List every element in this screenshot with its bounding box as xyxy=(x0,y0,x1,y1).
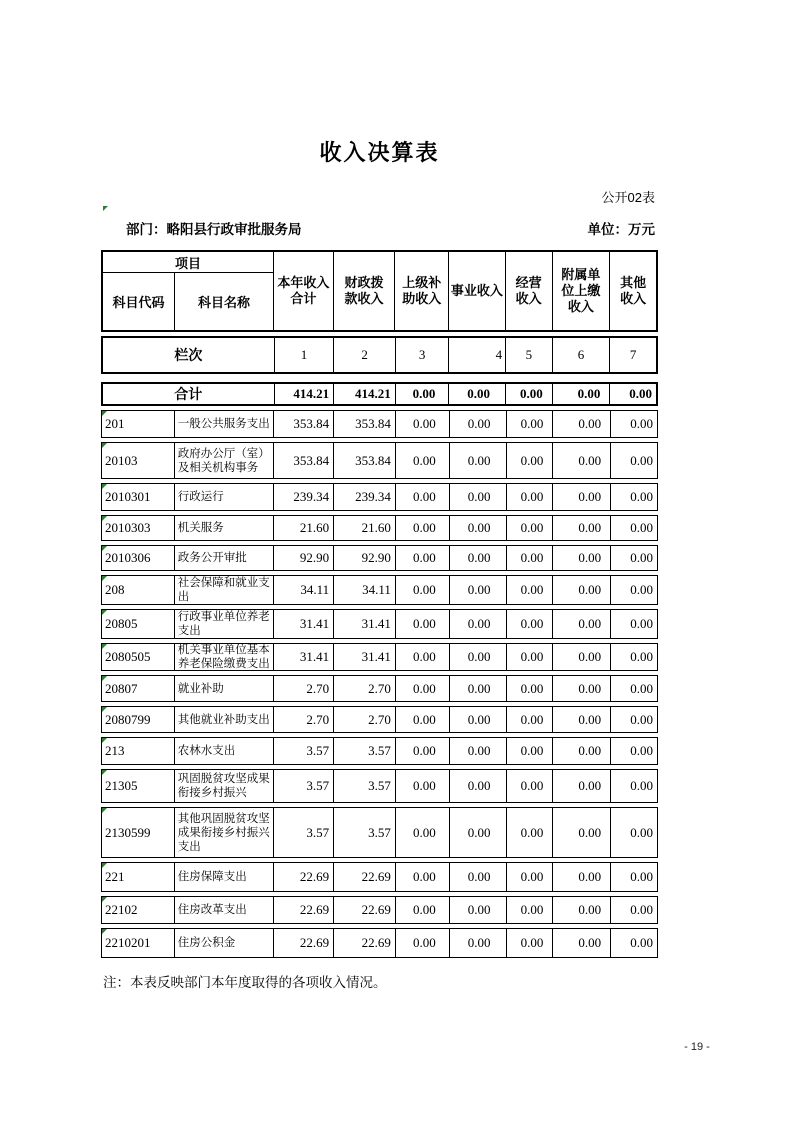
subject-code-cell: 2210201 xyxy=(102,929,174,957)
value-cell-2: 22.69 xyxy=(333,897,395,923)
value-cell-4: 0.00 xyxy=(449,676,506,701)
income-table xyxy=(101,250,658,958)
value-cell-6: 0.00 xyxy=(552,770,610,802)
value-cell-6: 0.00 xyxy=(552,443,610,478)
column-header-1: 本年收入 合计 xyxy=(273,252,333,330)
value-cell-7: 0.00 xyxy=(610,484,657,510)
value-cell-5: 0.00 xyxy=(506,546,553,570)
value-cell-4: 0.00 xyxy=(449,484,506,510)
value-cell-6: 0.00 xyxy=(552,676,610,701)
subject-code-cell: 20807 xyxy=(102,676,174,701)
value-cell-7: 0.00 xyxy=(610,644,657,670)
table-row xyxy=(101,737,658,765)
value-cell-4: 0.00 xyxy=(449,929,506,957)
value-cell-3: 0.00 xyxy=(395,676,449,701)
value-cell-6: 0.00 xyxy=(552,644,610,670)
header-subject-row xyxy=(103,273,273,330)
value-cell-6: 0.00 xyxy=(552,576,610,604)
value-cell-4: 0.00 xyxy=(449,808,506,857)
value-cell-3: 0.00 xyxy=(395,644,449,670)
value-cell-6: 0.00 xyxy=(552,610,610,638)
value-cell-1: 22.69 xyxy=(273,863,333,891)
subject-name-cell: 住房改革支出 xyxy=(174,897,274,923)
value-cell-2: 34.11 xyxy=(333,576,395,604)
page-title: 收入决算表 xyxy=(319,140,440,165)
value-cell-1: 2.70 xyxy=(273,707,333,732)
value-cell-2: 3.57 xyxy=(333,808,395,857)
total-value-6: 0.00 xyxy=(552,384,610,404)
subject-code-cell: 213 xyxy=(102,738,174,764)
column-index-6: 6 xyxy=(552,338,610,372)
subject-code-cell: 221 xyxy=(102,863,174,891)
value-cell-5: 0.00 xyxy=(506,484,553,510)
green-corner-marker-icon xyxy=(102,546,107,551)
subject-name-cell: 其他巩固脱贫攻坚成果衔接乡村振兴支出 xyxy=(174,808,274,857)
total-row xyxy=(101,382,658,406)
table-row xyxy=(101,928,658,958)
value-cell-2: 21.60 xyxy=(333,516,395,540)
value-cell-7: 0.00 xyxy=(610,411,657,437)
value-cell-1: 2.70 xyxy=(273,676,333,701)
subject-name-cell: 巩固脱贫攻坚成果衔接乡村振兴 xyxy=(174,770,274,802)
column-index-5: 5 xyxy=(505,338,552,372)
table-row xyxy=(101,410,658,438)
green-corner-marker-icon xyxy=(102,411,107,416)
value-cell-7: 0.00 xyxy=(610,738,657,764)
value-cell-4: 0.00 xyxy=(449,644,506,670)
value-cell-3: 0.00 xyxy=(395,929,449,957)
value-cell-1: 353.84 xyxy=(273,411,333,437)
value-cell-5: 0.00 xyxy=(506,707,553,732)
value-cell-5: 0.00 xyxy=(506,516,553,540)
column-header-7: 其他 收入 xyxy=(609,252,656,330)
value-cell-4: 0.00 xyxy=(449,707,506,732)
value-cell-7: 0.00 xyxy=(610,707,657,732)
green-corner-marker-icon xyxy=(102,516,107,521)
value-cell-3: 0.00 xyxy=(395,443,449,478)
value-cell-2: 353.84 xyxy=(333,443,395,478)
green-corner-marker-icon xyxy=(102,610,107,615)
value-cell-5: 0.00 xyxy=(506,411,553,437)
value-cell-6: 0.00 xyxy=(552,411,610,437)
value-cell-7: 0.00 xyxy=(610,808,657,857)
value-cell-5: 0.00 xyxy=(506,808,553,857)
green-corner-marker-icon xyxy=(102,897,107,902)
green-corner-marker-icon xyxy=(102,576,107,581)
value-cell-4: 0.00 xyxy=(449,576,506,604)
value-cell-3: 0.00 xyxy=(395,516,449,540)
column-index-4: 4 xyxy=(448,338,505,372)
green-corner-marker-icon xyxy=(102,929,107,934)
value-cell-5: 0.00 xyxy=(506,644,553,670)
subject-code-cell: 22102 xyxy=(102,897,174,923)
value-cell-6: 0.00 xyxy=(552,484,610,510)
column-header-4: 事业收入 xyxy=(448,252,505,330)
value-cell-6: 0.00 xyxy=(552,863,610,891)
total-label: 合计 xyxy=(174,386,203,402)
value-cell-1: 22.69 xyxy=(273,929,333,957)
value-cell-3: 0.00 xyxy=(395,808,449,857)
value-cell-1: 3.57 xyxy=(273,738,333,764)
total-value-4: 0.00 xyxy=(448,384,505,404)
green-corner-marker-icon xyxy=(102,443,107,448)
green-corner-marker-icon xyxy=(102,707,107,712)
subject-name-cell: 政务公开审批 xyxy=(174,546,274,570)
value-cell-7: 0.00 xyxy=(610,676,657,701)
value-cell-7: 0.00 xyxy=(610,897,657,923)
value-cell-2: 2.70 xyxy=(333,676,395,701)
value-cell-4: 0.00 xyxy=(449,863,506,891)
total-value-7: 0.00 xyxy=(609,384,656,404)
column-index-2: 2 xyxy=(333,338,395,372)
value-cell-7: 0.00 xyxy=(610,929,657,957)
value-cell-7: 0.00 xyxy=(610,863,657,891)
table-row xyxy=(101,545,658,571)
value-cell-7: 0.00 xyxy=(610,546,657,570)
value-cell-2: 31.41 xyxy=(333,644,395,670)
green-corner-marker-icon xyxy=(102,770,107,775)
table-row xyxy=(101,675,658,702)
subject-name-cell: 社会保障和就业支出 xyxy=(174,576,274,604)
table-row xyxy=(101,769,658,803)
header-subject-name: 科目名称 xyxy=(174,273,273,330)
subject-name-cell: 一般公共服务支出 xyxy=(174,411,274,437)
value-cell-3: 0.00 xyxy=(395,770,449,802)
value-cell-7: 0.00 xyxy=(610,576,657,604)
value-cell-5: 0.00 xyxy=(506,576,553,604)
value-cell-1: 239.34 xyxy=(273,484,333,510)
subject-name-cell: 住房保障支出 xyxy=(174,863,274,891)
value-cell-2: 3.57 xyxy=(333,738,395,764)
value-cell-6: 0.00 xyxy=(552,808,610,857)
column-header-3: 上级补 助收入 xyxy=(394,252,448,330)
total-value-2: 414.21 xyxy=(333,384,395,404)
column-index-row xyxy=(101,336,658,374)
value-cell-3: 0.00 xyxy=(395,863,449,891)
green-corner-marker-icon xyxy=(102,676,107,681)
table-row xyxy=(101,643,658,671)
subject-code-cell: 208 xyxy=(102,576,174,604)
value-cell-2: 22.69 xyxy=(333,929,395,957)
subject-code-cell: 201 xyxy=(102,411,174,437)
value-cell-6: 0.00 xyxy=(552,546,610,570)
table-note: 注：本表反映部门本年度取得的各项收入情况。 xyxy=(103,975,387,990)
subject-name-cell: 行政运行 xyxy=(174,484,274,510)
value-cell-7: 0.00 xyxy=(610,610,657,638)
total-value-5: 0.00 xyxy=(505,384,552,404)
header-project-group xyxy=(103,252,273,330)
header-project: 项目 xyxy=(103,252,273,273)
value-cell-2: 3.57 xyxy=(333,770,395,802)
value-cell-3: 0.00 xyxy=(395,411,449,437)
column-header-6: 附属单 位上缴 收入 xyxy=(552,252,610,330)
value-cell-5: 0.00 xyxy=(506,610,553,638)
subject-code-cell: 2010306 xyxy=(102,546,174,570)
value-cell-4: 0.00 xyxy=(449,897,506,923)
table-row xyxy=(101,515,658,541)
table-body xyxy=(101,410,658,958)
subject-name-cell: 农林水支出 xyxy=(174,738,274,764)
value-cell-2: 22.69 xyxy=(333,863,395,891)
value-cell-6: 0.00 xyxy=(552,738,610,764)
value-cell-3: 0.00 xyxy=(395,610,449,638)
green-corner-marker-icon xyxy=(102,644,107,649)
value-cell-3: 0.00 xyxy=(395,484,449,510)
subject-code-cell: 2080799 xyxy=(102,707,174,732)
column-header-2: 财政拨 款收入 xyxy=(333,252,395,330)
value-cell-5: 0.00 xyxy=(506,863,553,891)
value-cell-5: 0.00 xyxy=(506,443,553,478)
subject-name-cell: 住房公积金 xyxy=(174,929,274,957)
subject-name-cell: 机关事业单位基本养老保险缴费支出 xyxy=(174,644,274,670)
value-cell-4: 0.00 xyxy=(449,770,506,802)
value-cell-7: 0.00 xyxy=(610,516,657,540)
green-corner-marker-icon xyxy=(102,738,107,743)
value-cell-5: 0.00 xyxy=(506,897,553,923)
value-cell-3: 0.00 xyxy=(395,897,449,923)
table-code-label: 公开02表 xyxy=(601,190,655,205)
column-header-5: 经营 收入 xyxy=(505,252,552,330)
value-cell-1: 353.84 xyxy=(273,443,333,478)
value-cell-1: 34.11 xyxy=(273,576,333,604)
table-row xyxy=(101,483,658,511)
table-row xyxy=(101,442,658,479)
table-row xyxy=(101,862,658,892)
value-cell-6: 0.00 xyxy=(552,516,610,540)
column-index-1: 1 xyxy=(274,338,334,372)
value-cell-3: 0.00 xyxy=(395,576,449,604)
table-row xyxy=(101,609,658,639)
value-cell-3: 0.00 xyxy=(395,738,449,764)
table-row xyxy=(101,807,658,858)
subject-name-cell: 机关服务 xyxy=(174,516,274,540)
column-index-3: 3 xyxy=(395,338,449,372)
value-cell-4: 0.00 xyxy=(449,610,506,638)
value-cell-1: 92.90 xyxy=(273,546,333,570)
header-subject-code: 科目代码 xyxy=(112,295,165,310)
value-cell-2: 92.90 xyxy=(333,546,395,570)
value-cell-4: 0.00 xyxy=(449,738,506,764)
value-cell-6: 0.00 xyxy=(552,707,610,732)
value-cell-5: 0.00 xyxy=(506,676,553,701)
green-corner-marker-icon xyxy=(102,863,107,868)
value-cell-4: 0.00 xyxy=(449,411,506,437)
subject-code-cell: 20103 xyxy=(102,443,174,478)
value-cell-7: 0.00 xyxy=(610,443,657,478)
value-cell-3: 0.00 xyxy=(395,546,449,570)
value-cell-2: 239.34 xyxy=(333,484,395,510)
value-cell-1: 3.57 xyxy=(273,770,333,802)
value-cell-1: 3.57 xyxy=(273,808,333,857)
table-row xyxy=(101,706,658,733)
subject-code-cell: 2010301 xyxy=(102,484,174,510)
green-corner-marker-icon xyxy=(102,484,107,489)
subject-code-cell: 2130599 xyxy=(102,808,174,857)
column-index-7: 7 xyxy=(609,338,656,372)
total-value-1: 414.21 xyxy=(274,384,334,404)
value-cell-1: 31.41 xyxy=(273,610,333,638)
value-cell-4: 0.00 xyxy=(449,516,506,540)
value-cell-5: 0.00 xyxy=(506,770,553,802)
table-row xyxy=(101,575,658,605)
lanci-label: 栏次 xyxy=(174,347,203,363)
subject-name-cell: 行政事业单位养老支出 xyxy=(174,610,274,638)
value-cell-6: 0.00 xyxy=(552,897,610,923)
total-value-3: 0.00 xyxy=(395,384,449,404)
value-cell-2: 353.84 xyxy=(333,411,395,437)
value-cell-2: 2.70 xyxy=(333,707,395,732)
subject-code-cell: 20805 xyxy=(102,610,174,638)
value-cell-1: 21.60 xyxy=(273,516,333,540)
stray-green-mark-icon xyxy=(103,206,108,211)
subject-name-cell: 其他就业补助支出 xyxy=(174,707,274,732)
page-number: - 19 - xyxy=(684,1041,710,1053)
value-cell-4: 0.00 xyxy=(449,546,506,570)
value-cell-7: 0.00 xyxy=(610,770,657,802)
department-label: 部门：略阳县行政审批服务局 xyxy=(126,222,302,237)
subject-code-cell: 21305 xyxy=(102,770,174,802)
subject-code-cell: 2010303 xyxy=(102,516,174,540)
value-cell-3: 0.00 xyxy=(395,707,449,732)
value-cell-2: 31.41 xyxy=(333,610,395,638)
subject-name-cell: 政府办公厅（室）及相关机构事务 xyxy=(174,443,274,478)
value-cell-5: 0.00 xyxy=(506,929,553,957)
green-corner-marker-icon xyxy=(102,808,107,813)
table-row xyxy=(101,896,658,924)
value-cell-1: 31.41 xyxy=(273,644,333,670)
value-cell-4: 0.00 xyxy=(449,443,506,478)
subject-code-cell: 2080505 xyxy=(102,644,174,670)
value-cell-5: 0.00 xyxy=(506,738,553,764)
unit-label: 单位：万元 xyxy=(587,222,655,237)
table-header-block xyxy=(101,250,658,332)
value-cell-6: 0.00 xyxy=(552,929,610,957)
value-cell-1: 22.69 xyxy=(273,897,333,923)
subject-name-cell: 就业补助 xyxy=(174,676,274,701)
